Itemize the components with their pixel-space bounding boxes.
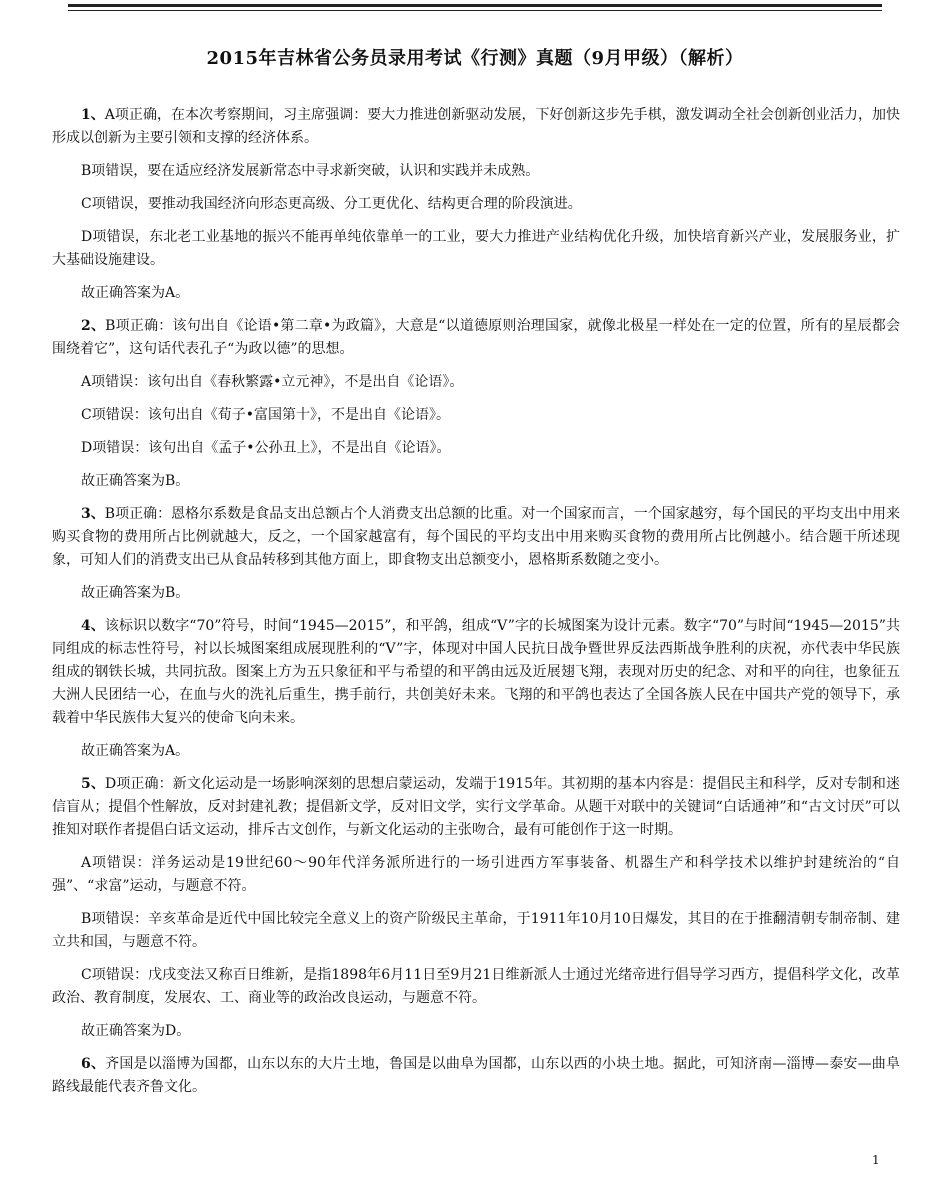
paragraph-q4 (52, 615, 900, 730)
paragraph-q2-b (52, 315, 900, 361)
paragraph-text: B项正确：恩格尔系数是食品支出总额占个人消费支出总额的比重。对一个国家而言，一个国家越穷，每个国民的平均支出中用来购买食物的费用所占比例就越大，反之，一个国家越富有，每个国民的平均支出中用来购买食物的费用所占比例越小。结合题干所述现象，可知人们的消费支出已从食品转移到其他方面上，即食物支出总额变小，恩格斯系数随之变小。 (52, 506, 900, 568)
paragraph-q1-b (52, 160, 900, 183)
paragraph-text: D项正确：新文化运动是一场影响深刻的思想启蒙运动，发端于1915年。其初期的基本内容是：提倡民主和科学，反对专制和迷信盲从；提倡个性解放，反对封建礼教；提倡新文学，反对旧文学，实行文学革命。从题干对联中的关键词“白话通神”和“古文讨厌”可以推知对联作者提倡白话文运动，排斥古文创作，与新文化运动的主张吻合，最有可能创作于这一时期。 (52, 776, 900, 838)
paragraph-q5-c (52, 964, 900, 1010)
paragraph-q5-d (52, 773, 900, 842)
paragraph-text: B项错误：辛亥革命是近代中国比较完全意义上的资产阶级民主革命，于1911年10月10日爆发，其目的在于推翻清朝专制帝制、建立共和国，与题意不符。 (52, 911, 900, 950)
question-number: 6、 (81, 1056, 106, 1072)
question-number: 4、 (81, 618, 105, 634)
paragraph-q6 (52, 1053, 900, 1099)
paragraph-text: D项错误，东北老工业基地的振兴不能再单纯依靠单一的工业，要大力推进产业结构优化升级，加快培育新兴产业，发展服务业，扩大基础设施建设。 (52, 229, 900, 268)
paragraph-text: D项错误：该句出自《孟子•公孙丑上》，不是出自《论语》。 (81, 440, 451, 456)
paragraph-q2-a (52, 371, 900, 394)
paragraph-q1-d (52, 226, 900, 272)
question-number: 5、 (81, 776, 105, 792)
paragraph-text: 故正确答案为A。 (81, 285, 190, 301)
paragraph-text: 该标识以数字“70”符号，时间“1945—2015”，和平鸽，组成“V”字的长城图案为设计元素。数字“70”与时间“1945—2015”共同组成的标志性符号，衬以长城图案组成展现胜利的“V”字，体现对中国人民抗日战争暨世界反法西斯战争胜利的庆祝，亦代表中华民族组成的钢铁长城，共同抗敌。图案上方为五只象征和平与希望的和平鸽由远及近展翅飞翔，表现对历史的纪念、对和平的向往，也象征五大洲人民团结一心，在血与火的洗礼后重生，携手前行，共创美好未来。飞翔的和平鸽也表达了全国各族人民在中国共产党的领导下，承载着中华民族伟大复兴的使命飞向未来。 (52, 618, 900, 726)
paragraph-q1-answer (52, 282, 900, 305)
paragraph-text: 故正确答案为B。 (81, 473, 190, 489)
paragraph-q3-answer (52, 582, 900, 605)
paragraph-q5-answer (52, 1020, 900, 1043)
paragraph-q5-a (52, 852, 900, 898)
paragraph-text: B项正确：该句出自《论语•第二章•为政篇》，大意是“以道德原则治理国家，就像北极星一样处在一定的位置，所有的星辰都会围绕着它”，这句话代表孔子“为政以德”的思想。 (52, 318, 900, 357)
question-number: 3、 (81, 506, 105, 522)
header-rule-thin (68, 10, 882, 11)
paragraph-text: A项错误：该句出自《春秋繁露•立元神》，不是出自《论语》。 (81, 374, 464, 390)
document-body (52, 104, 900, 1109)
paragraph-text: B项错误，要在适应经济发展新常态中寻求新突破，认识和实践并未成熟。 (81, 163, 540, 179)
paragraph-text: C项错误，要推动我国经济向形态更高级、分工更优化、结构更合理的阶段演进。 (81, 196, 582, 212)
paragraph-q2-c (52, 404, 900, 427)
paragraph-q1-c (52, 193, 900, 216)
question-number: 2、 (81, 318, 106, 334)
header-rule-thick (68, 4, 882, 7)
paragraph-q5-b (52, 908, 900, 954)
paragraph-text: 故正确答案为A。 (81, 743, 190, 759)
paragraph-q4-answer (52, 740, 900, 763)
paragraph-text: C项错误：戊戌变法又称百日维新，是指1898年6月11日至9月21日维新派人士通过光绪帝进行倡导学习西方，提倡科学文化，改革政治、教育制度，发展农、工、商业等的政治改良运动，与题意不符。 (52, 967, 900, 1006)
question-number: 1、 (81, 107, 105, 123)
paragraph-text: A项错误：洋务运动是19世纪60～90年代洋务派所进行的一场引进西方军事装备、机器生产和科学技术以维护封建统治的“自强”、“求富”运动，与题意不符。 (52, 855, 900, 894)
document-title: 2015年吉林省公务员录用考试《行测》真题（9月甲级）（解析） (206, 48, 744, 69)
paragraph-text: 故正确答案为B。 (81, 585, 190, 601)
page-number: 1 (872, 1153, 880, 1167)
paragraph-text: 故正确答案为D。 (81, 1023, 191, 1039)
paragraph-text: C项错误：该句出自《荀子•富国第十》，不是出自《论语》。 (81, 407, 450, 423)
paragraph-q2-d (52, 437, 900, 460)
paragraph-q3-b (52, 503, 900, 572)
paragraph-text: A项正确，在本次考察期间，习主席强调：要大力推进创新驱动发展，下好创新这步先手棋，激发调动全社会创新创业活力，加快形成以创新为主要引领和支撑的经济体系。 (52, 107, 900, 146)
paragraph-text: 齐国是以淄博为国都，山东以东的大片土地，鲁国是以曲阜为国都，山东以西的小块土地。据此，可知济南—淄博—泰安—曲阜路线最能代表齐鲁文化。 (52, 1056, 900, 1095)
paragraph-q2-answer (52, 470, 900, 493)
paragraph-q1-a (52, 104, 900, 150)
